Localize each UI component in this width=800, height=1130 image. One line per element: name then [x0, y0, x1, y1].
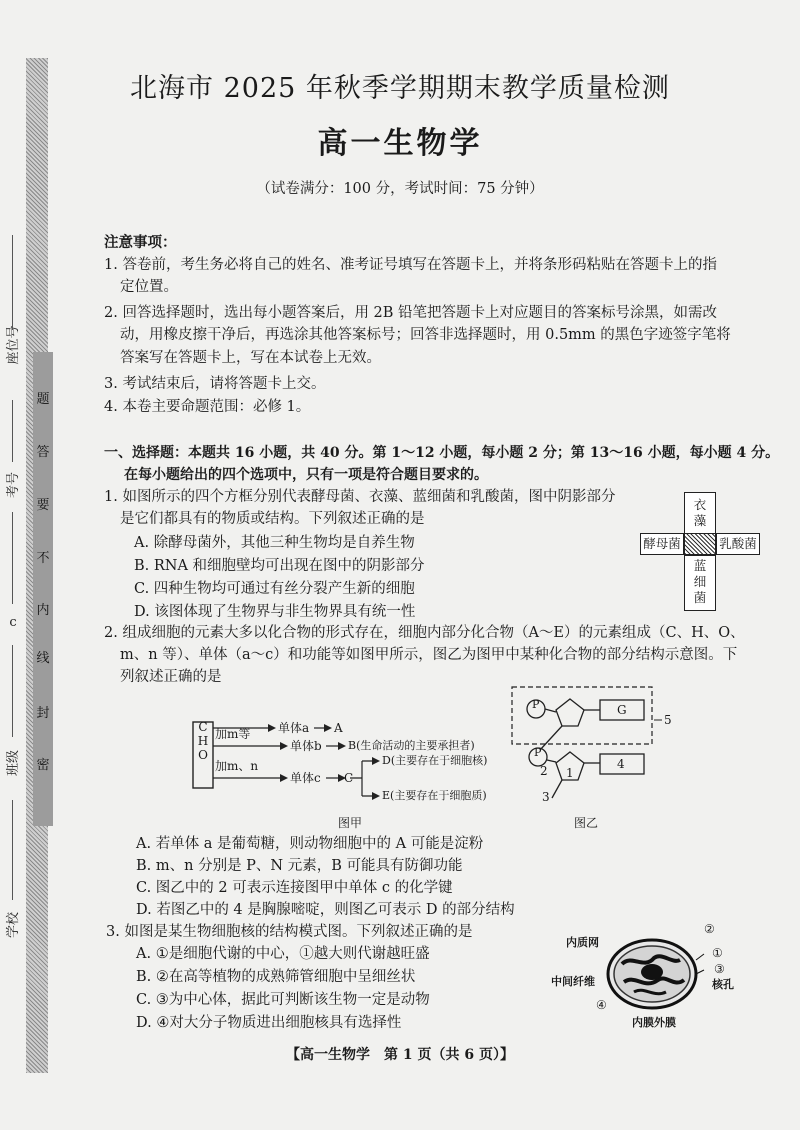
strip-word: 密 — [36, 758, 50, 773]
figure-b-4: 4 — [617, 757, 625, 771]
exam-label: 考号 — [6, 472, 21, 499]
school-line — [12, 800, 13, 900]
q1-stem: 1. 如图所示的四个方框分别代表酵母菌、衣藻、蓝细菌和乳酸菌，图中阴影部分 — [104, 489, 616, 505]
name-mark: ⅽ — [9, 615, 17, 630]
q1-option: B. RNA 和细胞壁均可出现在图中的阴影部分 — [134, 558, 425, 574]
figure-a-C: C — [344, 771, 354, 785]
strip-word: 要 — [36, 498, 50, 513]
figure-a-B: B(生命活动的主要承担者) — [348, 739, 475, 752]
school-label: 学校 — [6, 912, 21, 939]
fig-box-left: 酵母菌 — [640, 533, 684, 555]
figure-a-caption: 图甲 — [338, 816, 363, 830]
q2-stem: 列叙述正确的是 — [120, 669, 222, 685]
figure-a-elements: C H O — [197, 720, 209, 762]
note-line: 动，用橡皮擦干净后，再选涂其他答案标号；回答非选择题时，用 0.5mm 的黑色字迹签字笔将 — [120, 327, 731, 343]
figure-b-G: G — [617, 703, 627, 717]
note-line: 定位置。 — [120, 279, 178, 295]
note-line: 答案写在答题卡上，写在本试卷上无效。 — [120, 350, 381, 366]
note-line: 2. 回答选择题时，选出每小题答案后，用 2B 铅笔把答题卡上对应题目的答案标号涂黑，如需改 — [104, 305, 718, 321]
class-line — [12, 645, 13, 737]
q1-option: A. 除酵母菌外，其他三种生物均是自养生物 — [134, 535, 415, 551]
q1-option: D. 该图体现了生物界与非生物界具有统一性 — [134, 604, 416, 620]
page-footer: 【高一生物学 第 1 页（共 6 页）】 — [286, 1047, 514, 1063]
note-line: 4. 本卷主要命题范围：必修 1。 — [104, 399, 311, 415]
strip-word: 内 — [36, 603, 50, 618]
figure-a-mono-c: 单体c — [290, 771, 321, 785]
figure-b-p-bottom: P — [534, 746, 542, 759]
q2-option: C. 图乙中的 2 可表示连接图甲中单体 c 的化学键 — [136, 880, 453, 896]
figure-a-E: E(主要存在于细胞质) — [382, 789, 487, 802]
q1-option: C. 四种生物均可通过有丝分裂产生新的细胞 — [134, 581, 415, 597]
q3-option: C. ③为中心体，据此可判断该生物一定是动物 — [136, 992, 430, 1008]
fig-box-right: 乳酸菌 — [716, 533, 760, 555]
note-line: 1. 答卷前，考生务必将自己的姓名、准考证号填写在答题卡上，并将条形码粘贴在答题卡上的指 — [104, 257, 717, 273]
figure-b-3: 3 — [542, 790, 550, 804]
figure-a-add1: 加m等 — [215, 727, 251, 741]
nucleus-mark-3: ③ — [714, 962, 725, 976]
strip-word: 封 — [36, 706, 50, 721]
fig-box-bottom: 蓝细菌 — [684, 555, 716, 611]
strip-word: 线 — [36, 651, 50, 666]
nucleus-fiber: 中间纤维 — [551, 975, 595, 988]
seat-label: 座位号 — [6, 325, 21, 365]
q2-stem: m、n 等）、单体（a～c）和功能等如图甲所示，图乙为图甲中某种化合物的部分结构示意图。下 — [120, 647, 738, 663]
nucleus-membrane: 内膜外膜 — [632, 1016, 676, 1029]
q1-stem: 是它们都具有的物质或结构。下列叙述正确的是 — [120, 511, 425, 527]
q2-option: D. 若图乙中的 4 是胸腺嘧啶，则图乙可表示 D 的部分结构 — [136, 902, 515, 918]
figure-a-mono-a: 单体a — [278, 721, 310, 735]
exam-info: （试卷满分：100 分，考试时间：75 分钟） — [256, 181, 544, 197]
binding-strip-dark — [33, 352, 53, 826]
figure-b-2: 2 — [540, 764, 548, 778]
figure-b-1: 1 — [566, 766, 574, 780]
exam-title: 北海市 2025 年秋季学期期末教学质量检测 — [130, 73, 670, 104]
strip-word: 不 — [36, 551, 50, 566]
figure-a-add2: 加m、n — [215, 759, 259, 773]
q3-option: D. ④对大分子物质进出细胞核具有选择性 — [136, 1015, 402, 1031]
exam-line — [12, 400, 13, 462]
strip-word: 题 — [36, 392, 50, 407]
nucleus-mark-1: ① — [712, 946, 723, 960]
figure-b-5: 5 — [664, 713, 672, 727]
q3-option: B. ②在高等植物的成熟筛管细胞中呈细丝状 — [136, 969, 416, 985]
subject-title: 高一生物学 — [317, 126, 483, 161]
seat-line — [12, 235, 13, 330]
name-line — [12, 512, 13, 604]
note-line: 3. 考试结束后，请将答题卡上交。 — [104, 376, 326, 392]
figure-a-D: D(主要存在于细胞核) — [382, 754, 488, 767]
q3-option: A. ①是细胞代谢的中心，①越大则代谢越旺盛 — [136, 946, 430, 962]
section-subheading: 在每小题给出的四个选项中，只有一项是符合题目要求的。 — [124, 467, 488, 483]
nucleus-pore: 核孔 — [712, 978, 734, 991]
fig-box-top: 衣藻 — [684, 492, 716, 538]
figure-b-caption: 图乙 — [574, 816, 599, 830]
q2-option: A. 若单体 a 是葡萄糖，则动物细胞中的 A 可能是淀粉 — [136, 836, 484, 852]
class-label: 班级 — [6, 750, 21, 777]
figure-a-A: A — [334, 721, 343, 735]
q2-stem: 2. 组成细胞的元素大多以化合物的形式存在，细胞内部分化合物（A～E）的元素组成（C、H、O、 — [104, 625, 745, 641]
notes-heading: 注意事项： — [104, 234, 177, 251]
q3-stem: 3. 如图是某生物细胞核的结构模式图。下列叙述正确的是 — [106, 924, 473, 940]
strip-word: 答 — [36, 445, 50, 460]
nucleus-mark-2: ② — [704, 922, 715, 936]
nucleus-figure — [600, 930, 710, 1022]
figure-b-p-top: P — [532, 698, 540, 711]
fig-box-shaded — [684, 533, 716, 555]
section-heading: 一、选择题：本题共 16 小题，共 40 分。第 1～12 小题，每小题 2 分；第 13～16 小题，每小题 4 分。 — [104, 445, 780, 461]
q2-option: B. m、n 分别是 P、N 元素，B 可能具有防御功能 — [136, 858, 463, 874]
nucleus-er: 内质网 — [566, 936, 599, 949]
nucleus-mark-4: ④ — [596, 998, 607, 1012]
figure-a-mono-b: 单体b — [290, 739, 322, 753]
